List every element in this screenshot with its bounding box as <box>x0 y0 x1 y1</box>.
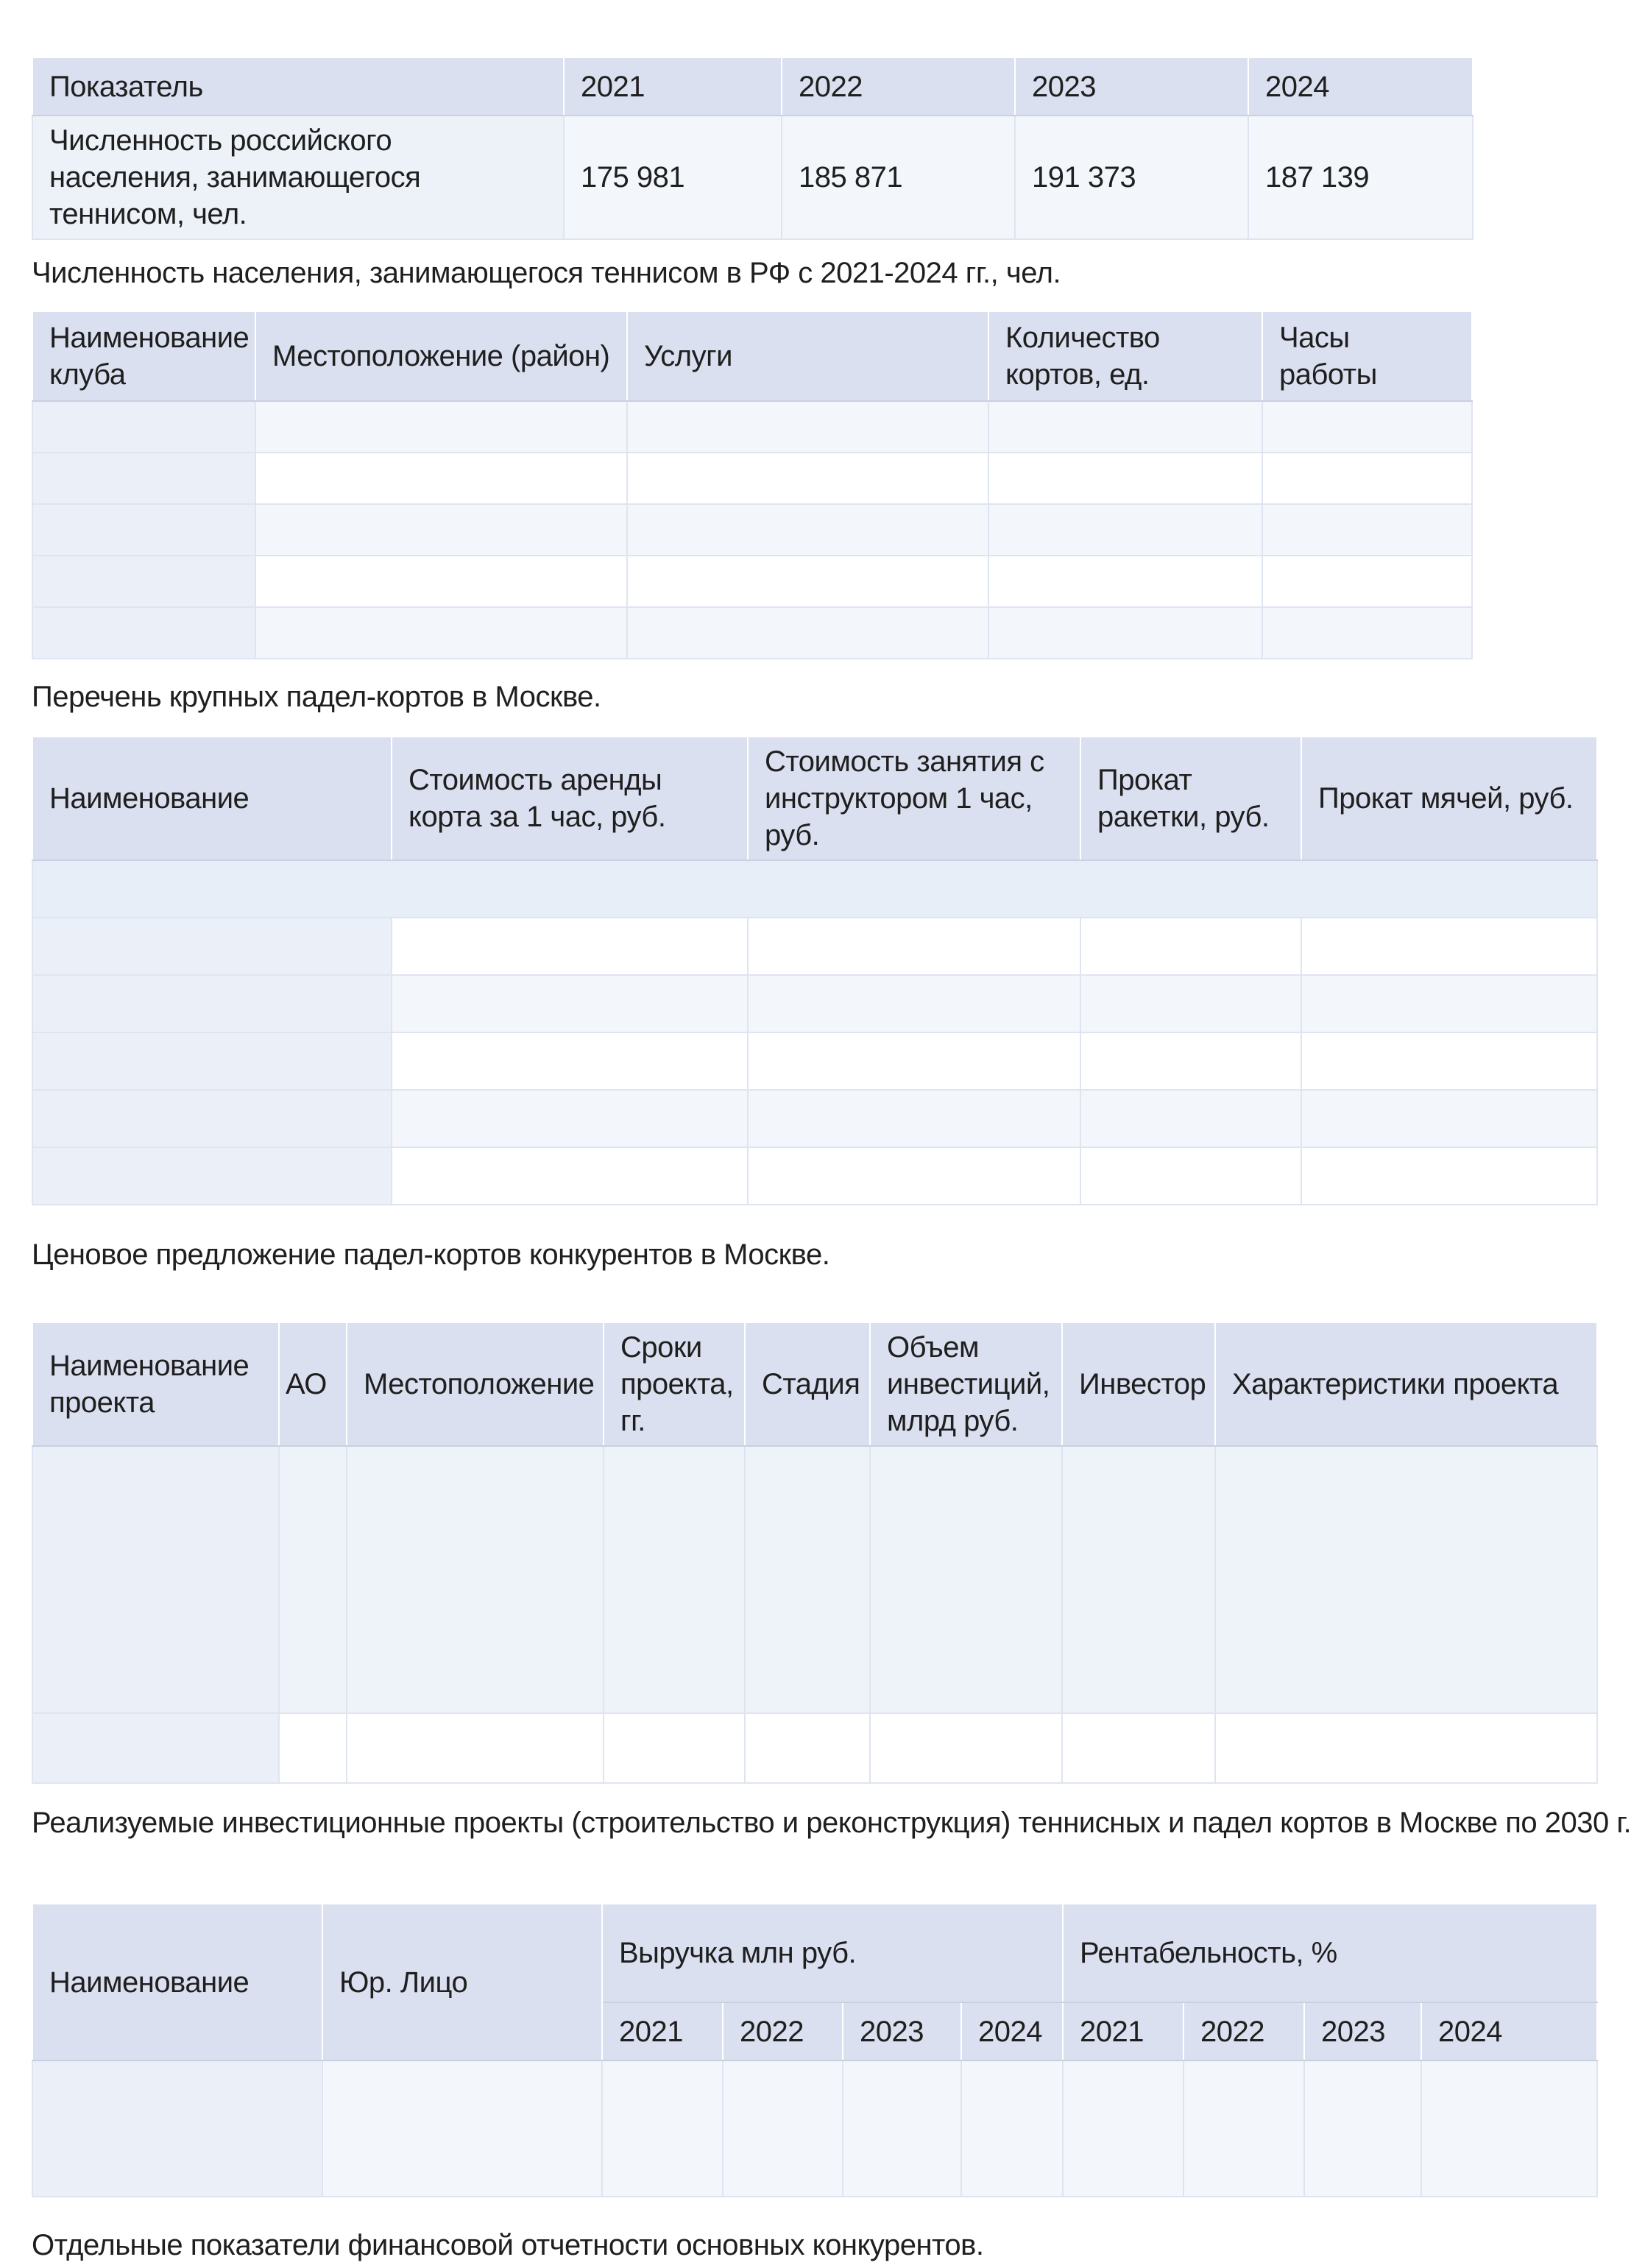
table-row <box>32 1147 1597 1205</box>
empty-cell <box>255 504 627 556</box>
empty-cell <box>604 1713 745 1783</box>
empty-cell <box>1262 401 1472 453</box>
empty-cell <box>988 504 1262 556</box>
empty-cell <box>32 607 255 659</box>
empty-cell <box>961 2060 1063 2197</box>
row-label-cell: Численность российского населения, занимающегося теннисом, чел. <box>32 116 564 239</box>
header-cell-name: Наименование <box>32 1904 322 2060</box>
empty-cell <box>1301 1147 1597 1205</box>
empty-cell <box>32 1446 279 1713</box>
empty-cell <box>1262 607 1472 659</box>
empty-cell <box>627 556 988 607</box>
empty-cell <box>32 2060 322 2197</box>
empty-cell <box>748 1032 1080 1090</box>
empty-cell <box>32 1032 392 1090</box>
empty-cell <box>748 1147 1080 1205</box>
header-cell-working-hours: Часы работы <box>1262 311 1472 401</box>
empty-cell <box>279 1446 347 1713</box>
header-cell-2022: 2022 <box>782 57 1015 116</box>
empty-cell <box>1421 2060 1597 2197</box>
empty-cell <box>255 453 627 504</box>
header-cell-profitability-2023: 2023 <box>1304 2002 1421 2060</box>
empty-cell <box>1184 2060 1304 2197</box>
empty-cell <box>602 2060 723 2197</box>
empty-cell <box>32 1713 279 1783</box>
header-cell-revenue-2021: 2021 <box>602 2002 723 2060</box>
table-row <box>32 556 1472 607</box>
empty-cell <box>745 1446 870 1713</box>
empty-cell <box>1304 2060 1421 2197</box>
empty-cell <box>748 975 1080 1032</box>
caption-investment-projects: Реализуемые инвестиционные проекты (строительство и реконструкция) теннисных и падел кортов в Москве по 2030 г. <box>32 1807 1631 1839</box>
empty-cell <box>604 1446 745 1713</box>
padel-pricing-table <box>32 736 1598 1205</box>
empty-cell <box>32 504 255 556</box>
table-header-row <box>32 57 1473 116</box>
empty-cell <box>988 556 1262 607</box>
empty-cell <box>627 504 988 556</box>
header-cell-revenue-2023: 2023 <box>843 2002 961 2060</box>
empty-cell <box>1080 1090 1301 1147</box>
header-group-revenue: Выручка млн руб. <box>602 1904 1063 2002</box>
table-header-row <box>32 311 1472 401</box>
header-cell-instructor-price: Стоимость занятия с инструктором 1 час, руб. <box>748 737 1080 860</box>
empty-cell <box>988 607 1262 659</box>
value-cell-2023: 191 373 <box>1015 116 1248 239</box>
empty-cell <box>255 556 627 607</box>
header-cell-profitability-2022: 2022 <box>1184 2002 1304 2060</box>
empty-cell <box>279 1713 347 1783</box>
empty-cell <box>988 401 1262 453</box>
empty-cell <box>255 401 627 453</box>
empty-cell <box>255 607 627 659</box>
empty-cell <box>32 1147 392 1205</box>
investment-projects-table <box>32 1322 1598 1784</box>
empty-cell <box>627 401 988 453</box>
header-cell-balls-rent: Прокат мячей, руб. <box>1301 737 1597 860</box>
header-cell-2021: 2021 <box>564 57 782 116</box>
header-cell-club-name: Наименование клуба <box>32 311 255 401</box>
header-cell-courts-count: Количество кортов, ед. <box>988 311 1262 401</box>
table-row <box>32 607 1472 659</box>
empty-cell <box>1262 556 1472 607</box>
empty-cell <box>392 1147 748 1205</box>
empty-cell <box>32 1090 392 1147</box>
padel-clubs-table <box>32 311 1473 659</box>
empty-cell <box>627 607 988 659</box>
table-row <box>32 2060 1597 2197</box>
header-cell-revenue-2024: 2024 <box>961 2002 1063 2060</box>
header-cell-racket-rent: Прокат ракетки, руб. <box>1080 737 1301 860</box>
empty-cell <box>1301 1032 1597 1090</box>
empty-cell <box>347 1446 604 1713</box>
empty-cell <box>745 1713 870 1783</box>
header-cell-stage: Стадия <box>745 1322 870 1446</box>
header-cell-project-dates: Сроки проекта, гг. <box>604 1322 745 1446</box>
caption-padel-clubs: Перечень крупных падел-кортов в Москве. <box>32 681 601 713</box>
value-cell-2022: 185 871 <box>782 116 1015 239</box>
caption-padel-pricing: Ценовое предложение падел-кортов конкурентов в Москве. <box>32 1238 830 1271</box>
empty-cell <box>723 2060 843 2197</box>
header-cell-location: Местоположение <box>347 1322 604 1446</box>
empty-cell <box>32 401 255 453</box>
empty-cell <box>1215 1713 1597 1783</box>
empty-cell <box>392 1032 748 1090</box>
tennis-population-table <box>32 57 1473 240</box>
empty-cell <box>1262 453 1472 504</box>
empty-cell <box>843 2060 961 2197</box>
table-row <box>32 401 1472 453</box>
header-cell-project-name: Наименование проекта <box>32 1322 279 1446</box>
empty-cell <box>1080 1032 1301 1090</box>
table-row <box>32 918 1597 975</box>
table-row <box>32 1713 1597 1783</box>
caption-competitors-financials: Отдельные показатели финансовой отчетности основных конкурентов. <box>32 2229 984 2261</box>
caption-tennis-population: Численность населения, занимающегося теннисом в РФ с 2021-2024 гг., чел. <box>32 257 1061 289</box>
table-row <box>32 453 1472 504</box>
empty-cell <box>1080 975 1301 1032</box>
header-cell-investor: Инвестор <box>1062 1322 1215 1446</box>
table-header-row <box>32 737 1597 860</box>
empty-cell <box>32 860 1597 918</box>
table-row <box>32 504 1472 556</box>
empty-cell <box>32 975 392 1032</box>
table-header-row <box>32 1904 1597 2002</box>
empty-cell <box>392 918 748 975</box>
table-row <box>32 1090 1597 1147</box>
empty-cell <box>1301 975 1597 1032</box>
empty-cell <box>748 1090 1080 1147</box>
header-cell-court-rent: Стоимость аренды корта за 1 час, руб. <box>392 737 748 860</box>
empty-cell <box>988 453 1262 504</box>
table-row <box>32 975 1597 1032</box>
empty-cell <box>392 1090 748 1147</box>
competitors-financials-table <box>32 1903 1598 2197</box>
table-row <box>32 1032 1597 1090</box>
header-cell-revenue-2022: 2022 <box>723 2002 843 2060</box>
empty-cell <box>32 556 255 607</box>
header-cell-services: Услуги <box>627 311 988 401</box>
empty-cell <box>347 1713 604 1783</box>
empty-cell <box>1262 504 1472 556</box>
merged-row <box>32 860 1597 918</box>
header-cell-2023: 2023 <box>1015 57 1248 116</box>
empty-cell <box>1062 1446 1215 1713</box>
empty-cell <box>1063 2060 1184 2197</box>
header-group-profitability: Рентабельность, % <box>1063 1904 1597 2002</box>
empty-cell <box>1080 1147 1301 1205</box>
header-cell-profitability-2021: 2021 <box>1063 2002 1184 2060</box>
header-cell-project-characteristics: Характеристики проекта <box>1215 1322 1597 1446</box>
empty-cell <box>748 918 1080 975</box>
value-cell-2024: 187 139 <box>1248 116 1473 239</box>
empty-cell <box>1215 1446 1597 1713</box>
empty-cell <box>870 1446 1062 1713</box>
empty-cell <box>32 918 392 975</box>
empty-cell <box>627 453 988 504</box>
header-cell-district: АО <box>279 1322 347 1446</box>
header-cell-indicator: Показатель <box>32 57 564 116</box>
empty-cell <box>1301 918 1597 975</box>
empty-cell <box>1301 1090 1597 1147</box>
empty-cell <box>32 453 255 504</box>
table-row <box>32 1446 1597 1713</box>
header-cell-location: Местоположение (район) <box>255 311 627 401</box>
header-cell-investment-volume: Объем инвестиций, млрд руб. <box>870 1322 1062 1446</box>
empty-cell <box>392 975 748 1032</box>
empty-cell <box>322 2060 602 2197</box>
empty-cell <box>1062 1713 1215 1783</box>
header-cell-legal-entity: Юр. Лицо <box>322 1904 602 2060</box>
empty-cell <box>1080 918 1301 975</box>
document-page <box>0 57 1631 2262</box>
header-cell-profitability-2024: 2024 <box>1421 2002 1597 2060</box>
table-row <box>32 116 1473 239</box>
table-header-row <box>32 1322 1597 1446</box>
header-cell-name: Наименование <box>32 737 392 860</box>
empty-cell <box>870 1713 1062 1783</box>
value-cell-2021: 175 981 <box>564 116 782 239</box>
header-cell-2024: 2024 <box>1248 57 1473 116</box>
